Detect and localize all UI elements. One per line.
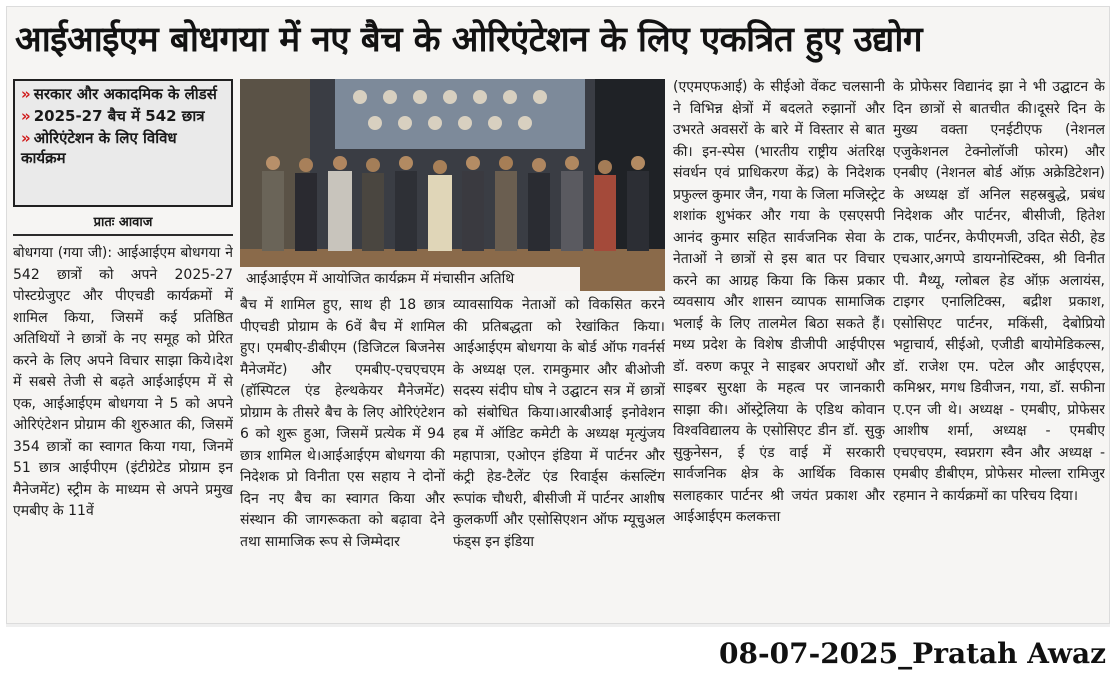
article-column-3: व्यावसायिक नेताओं को विकसित करने की प्रतिबद्धता को रेखांकित किया। आईआईएम बोधगया के बोर्ड ऑफ गवर्नर्स के अध्यक्ष एल. रामकुमार और बीओजी सदस्य संदीप घोष ने उद्घाटन सत्र में छात्रों को संबोधित किया।आरबीआई इनोवेशन हब में ऑडिट कमेटी के अध्यक्ष मृत्युंजय महापात्रा, एओएन इंडिया में पार्टनर और कंट्री हेड-टैलेंट एंड रिवार्ड्स कंसल्टिंग रूपांक चौधरी, बीसीजी में पार्टनर आशीष कुलकर्णी और एसोसिएशन ऑफ म्यूचुअल फंड्स इन इंडिया — [453, 297, 665, 550]
bottom-strip — [6, 624, 1110, 627]
newspaper-clipping — [6, 6, 1110, 624]
highlight-item: » ओरिएंटेशन के लिए विविध कार्यक्रम — [21, 129, 177, 167]
dateline: 08-07-2025_Pratah Awaz — [719, 637, 1106, 670]
article-column-2: बैच में शामिल हुए, साथ ही 18 छात्र पीएचडी प्रोग्राम के 6वें बैच में शामिल हुए। एमबीए-डीबीएम (डिजिटल बिजनेस मैनेजमेंट) और एमबीए-एचएचएम (हॉस्पिटल एंड हेल्थकेयर मैनेजमेंट) प्रोग्राम के तीसरे बैच के लिए ओरिएंटेशन 6 को शुरू हुआ, जिसमें प्रत्येक में 94 छात्र शामिल थे।आईआईएम बोधगया की निदेशक प्रो विनीता एस सहाय ने दोनों दिन नए बैच का स्वागत किया और संस्थान की जागरूकता को बढ़ावा देने तथा सामाजिक रूप से जिम्मेदार — [240, 297, 445, 550]
article-column-5: के प्रोफेसर विद्यानंद झा ने भी उद्घाटन के दिन छात्रों से बातचीत की।दूसरे दिन के मुख्य वक्ता एनईटीएफ (नेशनल एजुकेशनल टेक्नोलॉजी फोरम) और एनबीए (नेशनल बोर्ड ऑफ़ अक्रेडिटेशन) के अध्यक्ष डॉ अनिल सहस्रबुद्धे, प्रबंध निदेशक और पार्टनर, बीसीजी, हितेश टाक, पार्टनर, केपीएमजी, उदित सेठी, हेड एचआर,अगप्पे डायग्नोस्टिक्स, श्री विनीत पी. मैथ्यू, ग्लोबल हेड ऑफ़ अलायंस, टाइगर एनालिटिक्स, बद्रीश प्रकाश, एसोसिएट पार्टनर, मकिंसी, देबोप्रियो भट्टाचार्य, सीईओ, एजीडी बायोमेडिकल्स, डॉ. राजेश एम. पटेल और आईएएस, कमिश्नर, मगध डिवीजन, गया, डॉ. सफीना ए.एन जी थे। अध्यक्ष - एमबीए, प्रोफेसर आशीष शर्मा, अध्यक्ष - एमबीए एचएचएम, स्वप्नराग स्वैन और अध्यक्ष - एमबीए डीबीएम, प्रोफेसर मोल्ला रामिजुर रहमान ने कार्यक्रमों का परिचय दिया। — [893, 79, 1105, 504]
double-chevron-icon: » — [21, 85, 31, 103]
highlight-item: » सरकार और अकादमिक के लीडर्स — [21, 85, 217, 103]
article-column-1: बोधगया (गया जी): आईआईएम बोधगया ने 542 छात्रों को अपने 2025-27 पोस्टग्रेजुएट और पीएचडी कार्यक्रमों में शामिल किया, जिसमें कई प्रतिष्ठित अतिथियों ने छात्रों के नए समूह को प्रेरित करने के लिए अपने विचार साझा किये।देश में सबसे तेजी से बढ़ते आईआईएम में से एक, आईआईएम बोधगया ने 5 को अपने ओरिएंटेशन प्रोग्राम की शुरुआत की, जिसमें 354 छात्रों का स्वागत किया गया, जिनमें 51 छात्र आईपीएम (इंटीग्रेटेड प्रोग्राम इन मैनेजमेंट) स्ट्रीम के माध्यम से अपने प्रमुख एमबीए के 11वें — [13, 245, 233, 519]
divider — [13, 234, 233, 236]
headline: आईआईएम बोधगया में नए बैच के ओरिएंटेशन के लिए एकत्रित हुए उद्योग — [15, 20, 923, 60]
highlight-item: » 2025-27 बैच में 542 छात्र — [21, 107, 205, 125]
event-photo — [240, 79, 665, 291]
photo-caption: आईआईएम में आयोजित कार्यक्रम में मंचासीन अतिथि — [240, 267, 580, 291]
highlights-box — [13, 79, 233, 207]
stage-guests-image — [240, 79, 665, 291]
double-chevron-icon: » — [21, 129, 31, 147]
source-credit: प्रातः आवाज — [93, 215, 153, 230]
double-chevron-icon: » — [21, 107, 31, 125]
article-column-4: (एएमएफआई) के सीईओ वेंकट चलसानी ने विभिन्न क्षेत्रों में बदलते रुझानों और उभरते अवसरों के बारे में विस्तार से बात की। इन-स्पेस (भारतीय राष्ट्रीय अंतरिक्ष संवर्धन एवं प्राधिकरण केंद्र) के निदेशक प्रफुल्ल कुमार जैन, गया के जिला मजिस्ट्रेट शशांक शुभंकर और गया के एसएसपी आनंद कुमार सहित सार्वजनिक सेवा के नेताओं ने छात्रों से इस बात पर विचार करने का आग्रह किया कि किस प्रकार व्यवसाय और शासन व्यापक सामाजिक भलाई के लिए तालमेल बिठा सकते हैं। मध्य प्रदेश के विशेष डीजीपी आईपीएस डॉ. वरुण कपूर ने साइबर अपराधों और साइबर सुरक्षा के महत्व पर जानकारी साझा की। ऑस्ट्रेलिया के एडिथ कोवान विश्वविद्यालय के एसोसिएट डीन डॉ. सुकु सुकुनेसन, ई एंड वाई में सरकारी सार्वजनिक क्षेत्र के आर्थिक विकास सलाहकार पार्टनर श्री जयंत प्रकाश और आईआईएम कलकत्ता — [673, 79, 885, 525]
